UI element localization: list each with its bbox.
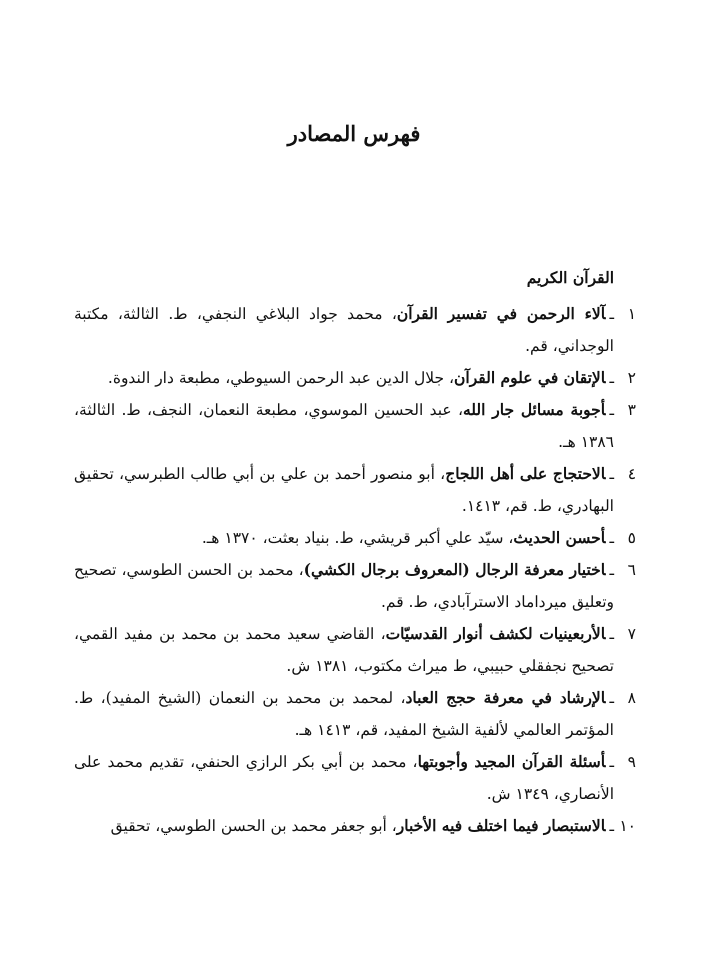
entry-number: ٦ <box>627 561 636 579</box>
entry-number: ١ <box>627 305 637 323</box>
entry-number: ٩ <box>627 753 636 771</box>
bibliography-list <box>74 262 636 842</box>
entry-number: ٥ <box>627 529 636 547</box>
bibliography-entry-4: ٤ـالاحتجاج على أهل اللجاج، أبو منصور أحمد بن علي بن أبي طالب الطبرسي، تحقيق البهادري، ط. قم، ١٤١٣. <box>74 458 636 522</box>
entry-details: ، محمد بن الحسن الطوسي، تصحيح وتعليق ميرداماد الاسترآبادي، ط. قم. <box>74 561 614 611</box>
bibliography-entry-3: ٣ـأجوبة مسائل جار الله، عبد الحسين الموسوي، مطبعة النعمان، النجف، ط. الثالثة، ١٣٨٦ هـ. <box>74 394 636 458</box>
entry-number: ٧ <box>627 625 636 643</box>
bibliography-entry-5: ٥ـأحسن الحديث، سيّد علي أكبر قريشي، ط. بنياد بعثت، ١٣٧٠ هـ. <box>74 522 636 554</box>
entry-title: أسئلة القرآن المجيد وأجوبتها <box>417 752 606 771</box>
bibliography-entry-2: ٢ـالإتقان في علوم القرآن، جلال الدين عبد الرحمن السيوطي، مطبعة دار الندوة. <box>74 362 636 394</box>
entry-details: ، محمد بن أبي بكر الرازي الحنفي، تقديم محمد على الأنصاري، ١٣٤٩ ش. <box>74 753 614 803</box>
entry-number: ٨ <box>627 689 636 707</box>
entry-details: ، لمحمد بن محمد بن النعمان (الشيخ المفيد)، ط. المؤتمر العالمي لألفية الشيخ المفيد، قم، ١٤١٣ هـ. <box>74 689 614 739</box>
entry-title: أحسن الحديث <box>513 528 606 547</box>
bibliography-entry-6: ٦ـاختيار معرفة الرجال (المعروف برجال الكشي)، محمد بن الحسن الطوسي، تصحيح وتعليق ميرداماد الاسترآبادي، ط. قم. <box>74 554 636 618</box>
entry-title: الإتقان في علوم القرآن <box>454 368 606 387</box>
entry-number: ٢ <box>627 369 636 387</box>
entry-details: ، محمد جواد البلاغي النجفي، ط. الثالثة، مكتبة الوجداني، قم. <box>74 305 614 355</box>
bibliography-entry-7: ٧ـالأربعينيات لكشف أنوار القدسيّات، القاضي سعيد محمد بن محمد بن مفيد القمي، تصحيح نجفقلي حبيبي، ط ميراث مكتوب، ١٣٨١ ش. <box>74 618 636 682</box>
entry-details: ، سيّد علي أكبر قريشي، ط. بنياد بعثت، ١٣٧٠ هـ. <box>201 529 514 547</box>
entry-details: ، جلال الدين عبد الرحمن السيوطي، مطبعة دار الندوة. <box>107 369 455 387</box>
entry-details: ، القاضي سعيد محمد بن محمد بن مفيد القمي، تصحيح نجفقلي حبيبي، ط ميراث مكتوب، ١٣٨١ ش. <box>74 625 614 675</box>
entry-details: ، أبو جعفر محمد بن الحسن الطوسي، تحقيق <box>110 817 397 835</box>
entry-title: الاحتجاج على أهل اللجاج <box>445 464 606 483</box>
entry-title: اختيار معرفة الرجال (المعروف برجال الكشي) <box>303 560 606 579</box>
bibliography-entry-9: ٩ـأسئلة القرآن المجيد وأجوبتها، محمد بن أبي بكر الرازي الحنفي، تقديم محمد على الأنصاري، ١٣٤٩ ش. <box>74 746 636 810</box>
entry-title: الاستبصار فيما اختلف فيه الأخبار <box>396 816 606 835</box>
entry-details: ، عبد الحسين الموسوي، مطبعة النعمان، النجف، ط. الثالثة، ١٣٨٦ هـ. <box>74 401 614 451</box>
entry-number: ٣ <box>627 401 636 419</box>
entry-title: الإرشاد في معرفة حجج العباد <box>405 688 606 707</box>
bibliography-entry-10: ١٠ـالاستبصار فيما اختلف فيه الأخبار، أبو جعفر محمد بن الحسن الطوسي، تحقيق <box>74 810 636 842</box>
page-title: فهرس المصادر <box>287 121 421 146</box>
bibliography-entry-8: ٨ـالإرشاد في معرفة حجج العباد، لمحمد بن محمد بن النعمان (الشيخ المفيد)، ط. المؤتمر العالمي لألفية الشيخ المفيد، قم، ١٤١٣ هـ. <box>74 682 636 746</box>
entry-title: الأربعينيات لكشف أنوار القدسيّات <box>385 624 606 643</box>
intro-heading: القرآن الكريم <box>526 268 614 287</box>
entry-title: آلاء الرحمن في تفسير القرآن <box>396 304 606 323</box>
entry-details: ، أبو منصور أحمد بن علي بن أبي طالب الطبرسي، تحقيق البهادري، ط. قم، ١٤١٣. <box>74 465 614 515</box>
entry-title: أجوبة مسائل جار الله <box>462 400 606 419</box>
entry-number: ١٠ <box>619 817 636 835</box>
bibliography-entry-1: ١ـآلاء الرحمن في تفسير القرآن، محمد جواد البلاغي النجفي، ط. الثالثة، مكتبة الوجداني، قم. <box>74 298 636 362</box>
entry-number: ٤ <box>627 465 637 483</box>
